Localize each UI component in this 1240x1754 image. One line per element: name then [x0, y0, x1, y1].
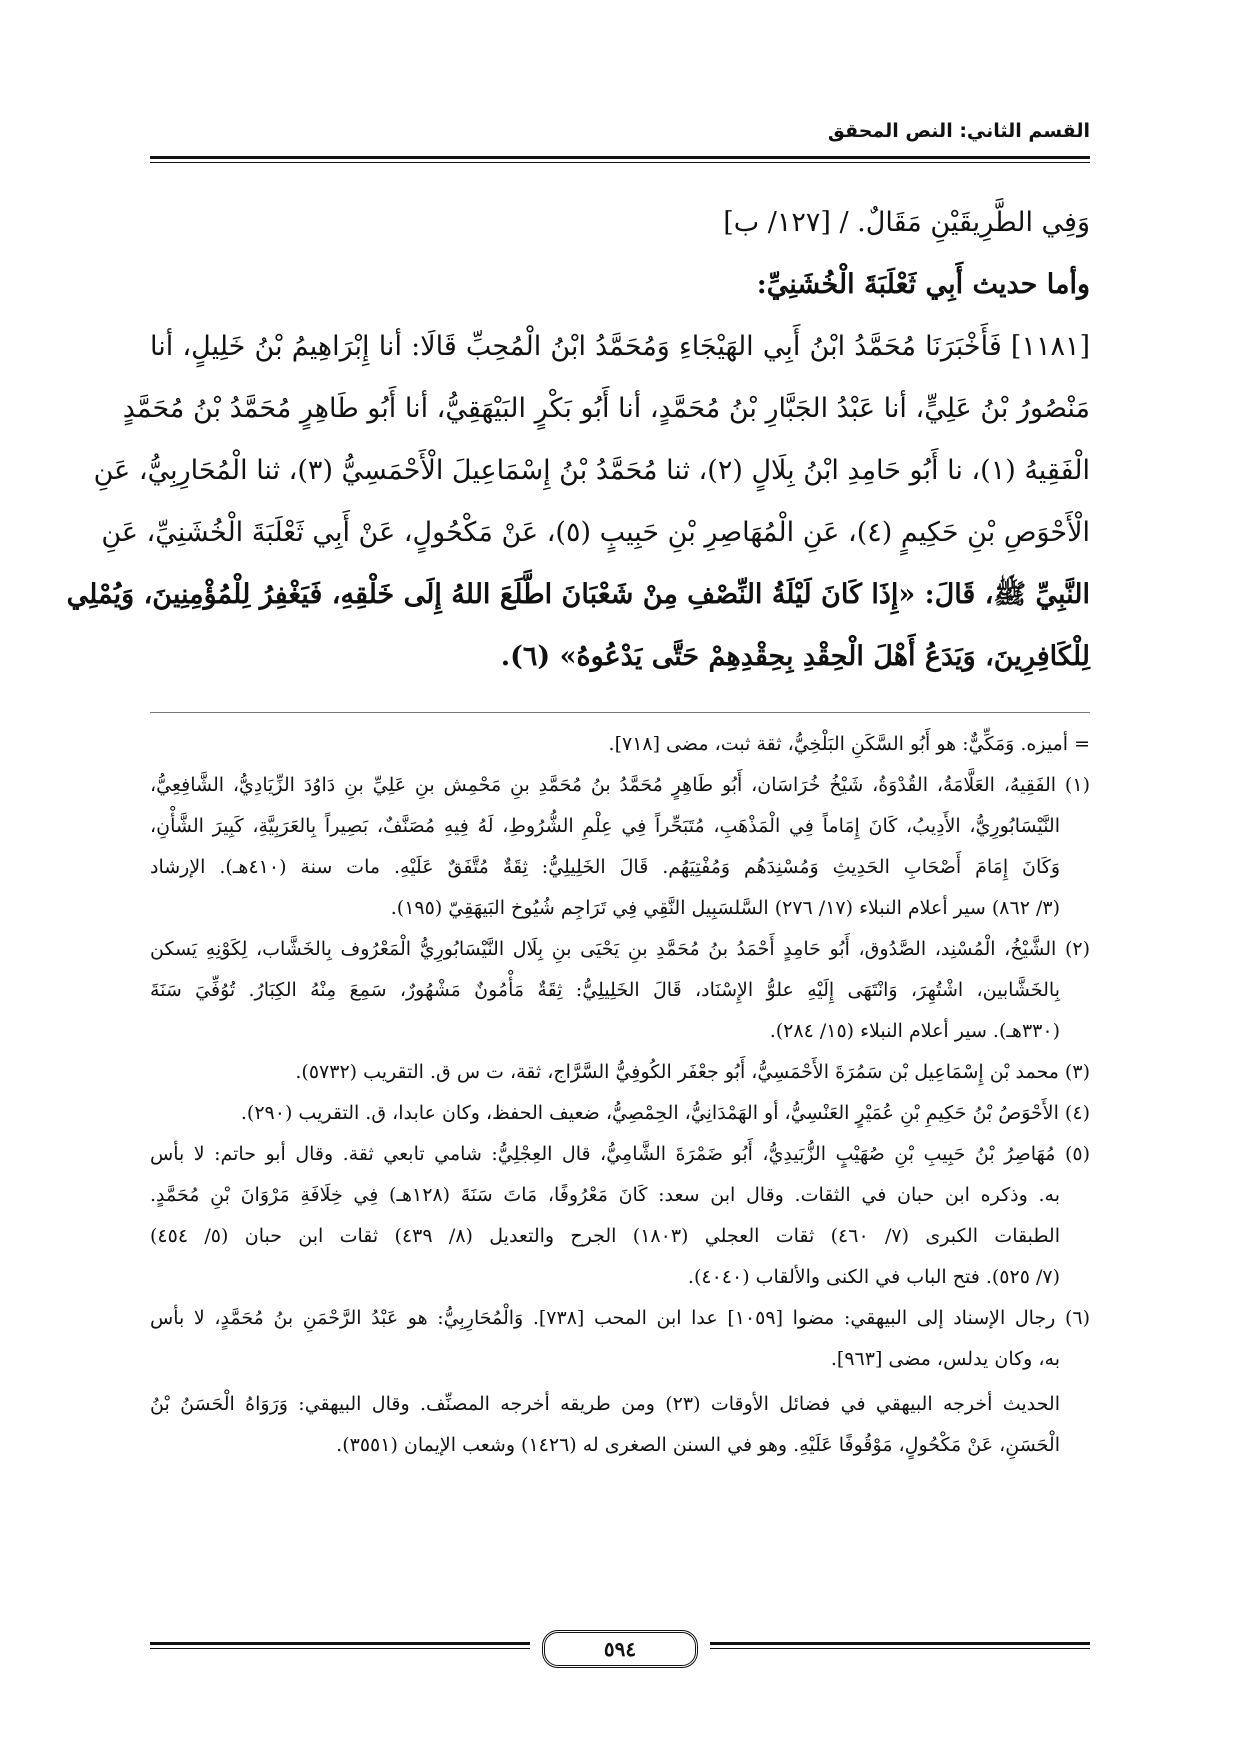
footnotes	[150, 724, 1090, 1466]
footnote-line: الطبقات الكبرى (٧/ ٤٦٠) ثقات العجلي (١٨٠٣) الجرح والتعديل (٨/ ٤٣٩) ثقات ابن حبان (٥/ ٤٥٤)	[150, 1225, 1060, 1247]
footnote-line: = أميزه. وَمَكِّيٌّ: هو أَبُو السَّكَنِ البَلْخِيُّ، ثقة ثبت، مضى [٧١٨].	[608, 733, 1090, 755]
text-line: [١١٨١] فَأَخْبَرَنَا مُحَمَّدُ ابْنُ أَبِي الهَيْجَاءِ وَمُحَمَّدُ ابْنُ الْمُحِبِّ قَالَا: أنا إِبْرَاهِيمُ بْنُ خَلِيلٍ، أنا	[150, 331, 1090, 362]
footnote-separator	[150, 712, 1090, 713]
footer-rule-left	[150, 1642, 530, 1649]
footnote-line: به، وكان يدلس، مضى [٩٦٣].	[830, 1348, 1060, 1370]
footnote-line: (٣٣٠هـ). سير أعلام النبلاء (١٥/ ٢٨٤).	[769, 1020, 1060, 1042]
footnote-line: (٣/ ٨٦٢) سير أعلام النبلاء (١٧/ ٢٧٦) السَّلسَبِيل النَّقِي فِي تَرَاجِم شُيُوخ البَيهَقِيّ (١٩٥).	[390, 897, 1060, 919]
footnote-line: به. وذكره ابن حبان في الثقات. وقال ابن سعد: كَانَ مَعْرُوفًا، مَاتَ سَنَةَ (١٢٨هـ) فِي خِلَافَةِ مَرْوَانَ بْنِ مُحَمَّدٍ.	[150, 1184, 1060, 1206]
footnote-line: الحديث أخرجه البيهقي في فضائل الأوقات (٢٣) ومن طريقه أخرجه المصنِّف. وقال البيهقي: وَرَوَاهُ الْحَسَنُ بْنُ	[150, 1393, 1060, 1415]
footer-rule-right	[710, 1642, 1090, 1649]
footnote-line: (٤) الأَحْوَصُ بْنُ حَكِيمِ بْنِ عُمَيْرٍ العَنْسِيُّ، أو الهَمْدَانِيُّ، الحِمْصِيُّ، ضعيف الحفظ، وكان عابدا، ق. التقريب (٢٩٠).	[240, 1102, 1090, 1124]
footnote-line: (٢) الشَّيْخُ، الْمُسْنِد، الصَّدُوق، أَبُو حَامِدٍ أَحْمَدُ بنُ مُحَمَّدِ بنِ يَحْيَى بنِ بِلَال النَّيْسَابُورِيُّ الْمَعْرُوف بِالخَشَّاب، لِكَوْنِهِ يَسكن	[150, 938, 1090, 960]
main-text	[66, 192, 1090, 688]
page-number: ٥٩٤	[542, 1630, 698, 1668]
footnote-line: (١) الفَقِيهُ، العَلَّامَةُ، القُدْوَةُ، شَيْخُ خُرَاسَان، أَبُو طَاهِرٍ مُحَمَّدُ بنُ مُحَمَّدِ بنِ مَحْمِش بنِ عَلِيِّ بنِ دَاوُدَ الزِّيَادِيُّ، الشَّافِعِيُّ،	[150, 774, 1090, 796]
footnote-line: الْحَسَنِ، عَنْ مَكْحُولٍ، مَوْقُوفًا عَلَيْهِ. وهو في السنن الصغرى له (١٤٢٦) وشعب الإيمان (٣٥٥١).	[336, 1434, 1060, 1456]
text-line: وَفِي الطَّرِيقَيْنِ مَقَالٌ. / [١٢٧/ ب]	[723, 207, 1090, 238]
text-line: مَنْصُورُ بْنُ عَلِيٍّ، أنا عَبْدُ الجَبَّارِ بْنُ مُحَمَّدٍ، أنا أَبُو بَكْرٍ البَيْهَقِيُّ، أنا أَبُو طَاهِرٍ مُحَمَّدُ بْنُ مُحَمَّدٍ	[122, 393, 1090, 424]
footnote-line: (٥) مُهَاصِرُ بْنُ حَبِيبِ بْنِ صُهَيْبٍ الزُّبَيدِيُّ، أَبُو ضَمْرَةَ الشَّامِيُّ، قال العِجْلِيُّ: شامي تابعي ثقة. وقال أبو حاتم: لا بأس	[150, 1143, 1090, 1165]
text-line: الْأَحْوَصِ بْنِ حَكِيمٍ (٤)، عَنِ الْمُهَاصِرِ بْنِ حَبِيبٍ (٥)، عَنْ مَكْحُولٍ، عَنْ أَبِي ثَعْلَبَةَ الْخُشَنِيِّ، عَنِ	[101, 517, 1090, 548]
footnote-line: (٣) محمد بْن إِسْمَاعِيل بْن سَمُرَةَ الأَحْمَسِيُّ، أَبُو جعْفَر الكُوفِيُّ السَّرَّاج، ثقة، ت س ق. التقريب (٥٧٣٢).	[295, 1061, 1090, 1083]
hadith-text-line: النَّبِيِّ ﷺ، قَالَ: «إِذَا كَانَ لَيْلَةُ النِّصْفِ مِنْ شَعْبَانَ اطَّلَعَ اللهُ إِلَى خَلْقِهِ، فَيَغْفِرُ لِلْمُؤْمِنِينَ، وَيُمْلِي	[66, 579, 1090, 610]
hadith-text-line: لِلْكَافِرِينَ، وَيَدَعُ أَهْلَ الْحِقْدِ بِحِقْدِهِمْ حَتَّى يَدْعُوهُ» (٦).	[500, 641, 1090, 672]
footer-ornament	[150, 1630, 1090, 1664]
footnote-line: (٦) رجال الإسناد إلى البيهقي: مضوا [١٠٥٩] عدا ابن المحب [٧٣٨]. وَالْمُحَارِبِيُّ: هو عَبْدُ الرَّحْمَنِ بنُ مُحَمَّدٍ، لا بأس	[150, 1307, 1091, 1329]
running-head: القسم الثاني: النص المحقق	[827, 120, 1090, 142]
footnote-line: النَّيْسَابُورِيُّ، الأَدِيبُ، كَانَ إِمَاماً فِي الْمَذْهَبِ، مُتَبَحِّراً فِي عِلْمِ الشُّرُوطِ، لَهُ فِيهِ مُصَنَّفٌ، بَصِيراً بِالعَرَبِيَّةِ، كَبِيرَ الشَّأْنِ،	[150, 815, 1060, 837]
footnote-line: بِالخَشَّابين، اشْتُهِرَ، وَانْتَهَى إِلَيْهِ علوُّ الإِسْنَاد، قَالَ الخَلِيلِيُّ: ثِقَةٌ مَأْمُونٌ مَشْهُورٌ، سَمِعَ مِنْهُ الكِبَارُ. تُوُفِّيَ سَنَةَ	[150, 979, 1060, 1001]
footnote-line: وَكَانَ إِمَامَ أَصْحَابِ الحَدِيثِ وَمُسْنِدَهُم وَمُفْتِيَهُم. قَالَ الخَلِيلِيُّ: ثِقَةٌ مُتَّفَقٌ عَلَيْهِ. مات سنة (٤١٠هـ). الإرشاد	[150, 856, 1060, 878]
header-rule	[150, 156, 1090, 163]
footnote-line: (٧/ ٥٢٥). فتح الباب في الكنى والألقاب (٤٠٤٠).	[687, 1266, 1060, 1288]
text-line: الْفَقِيهُ (١)، نا أَبُو حَامِدِ ابْنُ بِلَالٍ (٢)، ثنا مُحَمَّدُ بْنُ إِسْمَاعِيلَ الْأَحْمَسِيُّ (٣)، ثنا الْمُحَارِبِيُّ، عَنِ	[93, 455, 1090, 486]
section-heading: وأما حديث أَبِي ثَعْلَبَةَ الْخُشَنِيِّ:	[756, 269, 1090, 300]
